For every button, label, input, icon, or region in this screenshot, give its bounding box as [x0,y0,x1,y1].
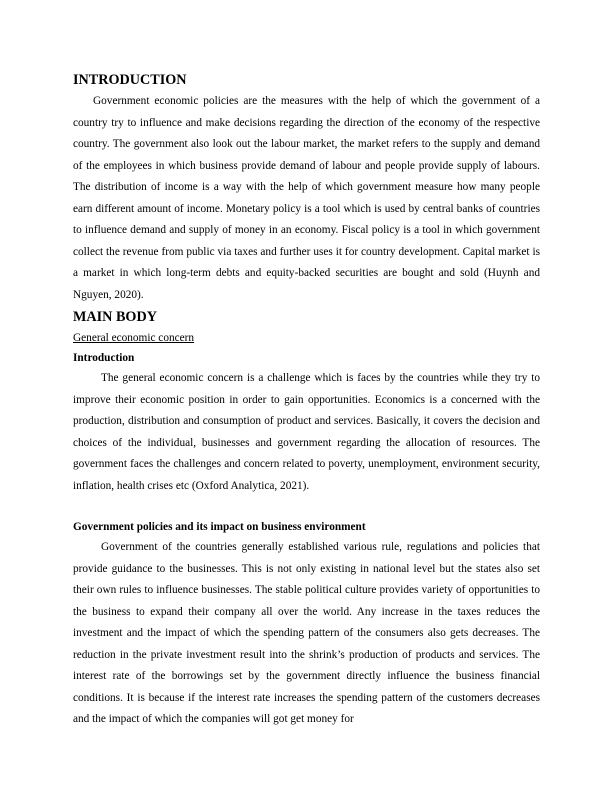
main-body-heading: MAIN BODY [73,309,157,325]
introduction-heading: INTRODUCTION [73,72,187,88]
introduction-subheading: Introduction [73,352,135,364]
paragraph-spacer [73,497,540,517]
economic-concern-paragraph: The general economic concern is a challenge which is faces by the countries while they try to improve their economic position in order to gain opportunities. Economics is a concerned with the production, distribution and consumption of product and services. Basically, it covers the decision and choices of the individual, businesses and government regarding the allocation of resources. The government faces the challenges and concern related to poverty, unemployment, environment security, inflation, health crises etc (Oxford Analytica, 2021). [73,372,540,492]
introduction-paragraph: Government economic policies are the measures with the help of which the government of a country try to influence and make decisions regarding the direction of the economy of the respective country. The government also look out the labour market, the market refers to the supply and demand of the employees in which business provide demand of labour and people provide supply of labours. The distribution of income is a way with the help of which government measure how many people earn different amount of income. Monetary policy is a tool which is used by central banks of countries to influence demand and supply of money in an economy. Fiscal policy is a tool in which government collect the revenue from public via taxes and further uses it for country development. Capital market is a market in which long-term debts and equity-backed securities are bought and sold (Huynh and Nguyen, 2020). [73,95,540,301]
government-policies-subheading: Government policies and its impact on business environment [73,521,366,533]
page-content [73,72,540,731]
section-title: General economic concern [73,332,195,344]
government-policies-paragraph: Government of the countries generally established various rule, regulations and policies that provide guidance to the businesses. This is not only existing in national level but the states also set their own rules to influence businesses. The stable political culture provides variety of opportunities to the business to expand their company all over the world. Any increase in the taxes reduces the investment and the impact of which the spending pattern of the consumers also gets decreases. The reduction in the private investment result into the shrink’s production of products and services. The interest rate of the borrowings set by the government directly influence the business financial conditions. It is because if the interest rate increases the spending pattern of the customers decreases and the impact of which the companies will got get money for [73,541,540,725]
